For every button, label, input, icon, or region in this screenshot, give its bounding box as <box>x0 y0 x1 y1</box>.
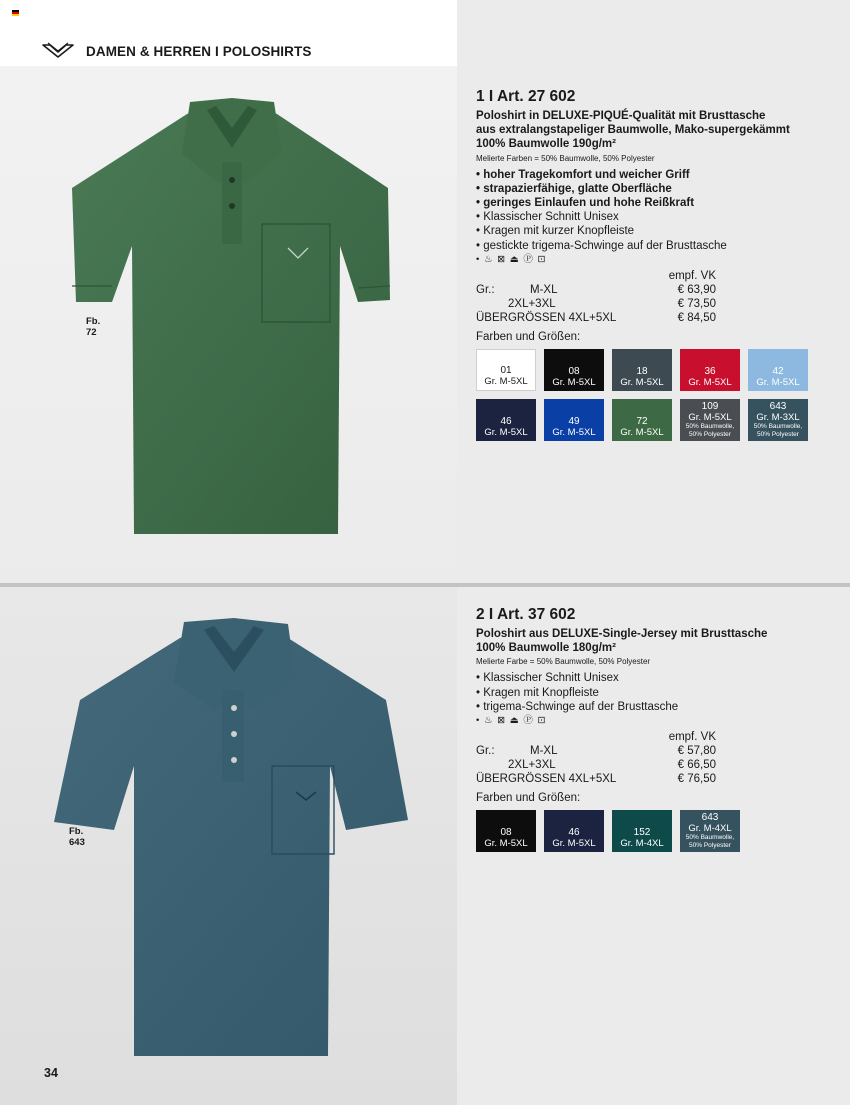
color-code-prefix: Fb. <box>86 316 101 327</box>
feature-item: • Klassischer Schnitt Unisex <box>476 211 619 224</box>
color-swatch-grid <box>476 810 816 852</box>
price-value: € 66,50 <box>677 759 716 772</box>
feature-item: • Klassischer Schnitt Unisex <box>476 672 619 685</box>
swatch-color-code: 46 <box>500 416 512 428</box>
price-value: € 84,50 <box>677 311 716 324</box>
section-divider <box>0 583 850 587</box>
color-code-prefix: Fb. <box>69 826 84 837</box>
price-row <box>476 744 716 758</box>
color-swatch[interactable] <box>612 399 672 441</box>
swatch-size-range: Gr. M-5XL <box>620 377 664 389</box>
swatch-size-range: Gr. M-4XL <box>688 823 732 835</box>
color-swatch[interactable] <box>612 810 672 852</box>
swatch-size-range: Gr. M-5XL <box>484 376 528 388</box>
color-swatch[interactable] <box>476 810 536 852</box>
price-value: € 57,80 <box>677 745 716 758</box>
swatch-color-code: 72 <box>636 416 648 428</box>
color-code-label <box>86 316 100 338</box>
price-table <box>476 730 716 786</box>
size-range: 2XL+3XL <box>508 297 556 310</box>
swatch-color-code: 152 <box>633 827 651 839</box>
melange-note: Melierte Farbe = 50% Baumwolle, 50% Polyester <box>476 657 651 667</box>
size-range: 2XL+3XL <box>508 759 556 772</box>
price-label: ÜBERGRÖSSEN 4XL+5XL <box>476 773 617 786</box>
swatch-size-range: Gr. M-5XL <box>484 838 528 850</box>
description-line: 100% Baumwolle 190g/m² <box>476 138 616 151</box>
price-label: Gr.: <box>476 283 495 296</box>
care-symbols-icon: • ♨ ⊠ ⏏ Ⓟ ⊡ <box>476 253 547 265</box>
colors-heading: Farben und Größen: <box>476 330 581 343</box>
price-label: ÜBERGRÖSSEN 4XL+5XL <box>476 311 617 324</box>
trigema-swing-logo-icon <box>42 42 74 60</box>
swatch-size-range: Gr. M-5XL <box>552 427 596 439</box>
swatch-material-note: 50% Baumwolle, 50% Polyester <box>685 834 735 849</box>
product-2-details <box>476 606 826 852</box>
feature-item: • geringes Einlaufen und hohe Reißkraft <box>476 197 695 210</box>
swatch-size-range: Gr. M-5XL <box>688 412 732 424</box>
description-line: Poloshirt aus DELUXE-Single-Jersey mit Brusttasche <box>476 628 768 640</box>
green-polo-shirt-image <box>72 96 392 536</box>
swatch-color-code: 36 <box>704 366 716 378</box>
swatch-size-range: Gr. M-5XL <box>620 427 664 439</box>
price-row <box>476 283 716 297</box>
feature-item: • Kragen mit Knopfleiste <box>476 686 599 699</box>
price-row <box>476 772 716 786</box>
swatch-size-range: Gr. M-5XL <box>552 838 596 850</box>
price-label: Gr.: <box>476 745 495 758</box>
swatch-color-code: 01 <box>500 365 512 377</box>
size-range: M-XL <box>530 283 558 296</box>
description-line: aus extralangstapeliger Baumwolle, Mako-supergekämmt <box>476 124 790 137</box>
price-row <box>476 758 716 772</box>
swatch-material-note: 50% Baumwolle, 50% Polyester <box>685 423 735 438</box>
feature-item: • hoher Tragekomfort und weicher Griff <box>476 168 690 181</box>
price-table <box>476 269 716 325</box>
price-row <box>476 311 716 325</box>
swatch-material-note: 50% Baumwolle, 50% Polyester <box>753 423 803 438</box>
color-code-value: 72 <box>86 327 97 338</box>
page-number: 34 <box>44 1066 58 1080</box>
color-code-label <box>69 826 85 848</box>
swatch-size-range: Gr. M-5XL <box>688 377 732 389</box>
swatch-color-code: 643 <box>701 812 719 824</box>
colors-heading: Farben und Größen: <box>476 792 581 805</box>
swatch-color-code: 49 <box>568 416 580 428</box>
price-value: € 76,50 <box>677 773 716 786</box>
swatch-color-code: 643 <box>769 401 787 413</box>
color-swatch[interactable] <box>680 399 740 441</box>
swatch-color-code: 08 <box>500 827 512 839</box>
page-header-title: DAMEN & HERREN I POLOSHIRTS <box>86 44 312 59</box>
feature-item: • trigema-Schwinge auf der Brusttasche <box>476 700 679 713</box>
price-row <box>476 297 716 311</box>
melange-note: Melierte Farben = 50% Baumwolle, 50% Polyester <box>476 153 655 163</box>
swatch-size-range: Gr. M-5XL <box>552 377 596 389</box>
care-symbols-icon: • ♨ ⊠ ⏏ Ⓟ ⊡ <box>476 715 547 727</box>
article-title: 2 I Art. 37 602 <box>476 606 576 623</box>
color-swatch[interactable] <box>748 349 808 391</box>
price-header: empf. VK <box>668 731 716 744</box>
color-swatch[interactable] <box>544 349 604 391</box>
color-swatch-grid <box>476 349 816 441</box>
color-swatch[interactable] <box>544 399 604 441</box>
teal-polo-shirt-image <box>52 616 412 1058</box>
feature-item: • gestickte trigema-Schwinge auf der Brusttasche <box>476 239 727 252</box>
feature-item: • strapazierfähige, glatte Oberfläche <box>476 182 672 195</box>
swatch-size-range: Gr. M-5XL <box>756 377 800 389</box>
feature-item: • Kragen mit kurzer Knopfleiste <box>476 225 635 238</box>
swatch-color-code: 109 <box>701 401 719 413</box>
swatch-size-range: Gr. M-3XL <box>756 412 800 424</box>
color-swatch[interactable] <box>680 349 740 391</box>
swatch-color-code: 42 <box>772 366 784 378</box>
color-swatch[interactable] <box>476 349 536 391</box>
price-header: empf. VK <box>668 269 716 282</box>
article-title: 1 I Art. 27 602 <box>476 88 576 105</box>
color-swatch[interactable] <box>544 810 604 852</box>
price-value: € 63,90 <box>677 283 716 296</box>
color-swatch[interactable] <box>612 349 672 391</box>
color-swatch[interactable] <box>476 399 536 441</box>
swatch-size-range: Gr. M-5XL <box>484 427 528 439</box>
color-swatch[interactable] <box>748 399 808 441</box>
price-value: € 73,50 <box>677 297 716 310</box>
product-1-details <box>476 88 826 441</box>
language-flag-icon[interactable] <box>12 10 19 16</box>
swatch-color-code: 18 <box>636 366 648 378</box>
description-line: Poloshirt in DELUXE-PIQUÉ-Qualität mit Brusttasche <box>476 110 766 122</box>
swatch-size-range: Gr. M-4XL <box>620 838 664 850</box>
swatch-color-code: 46 <box>568 827 580 839</box>
size-range: M-XL <box>530 745 558 758</box>
color-swatch[interactable] <box>680 810 740 852</box>
swatch-color-code: 08 <box>568 366 580 378</box>
description-line: 100% Baumwolle 180g/m² <box>476 642 616 655</box>
color-code-value: 643 <box>69 837 85 848</box>
